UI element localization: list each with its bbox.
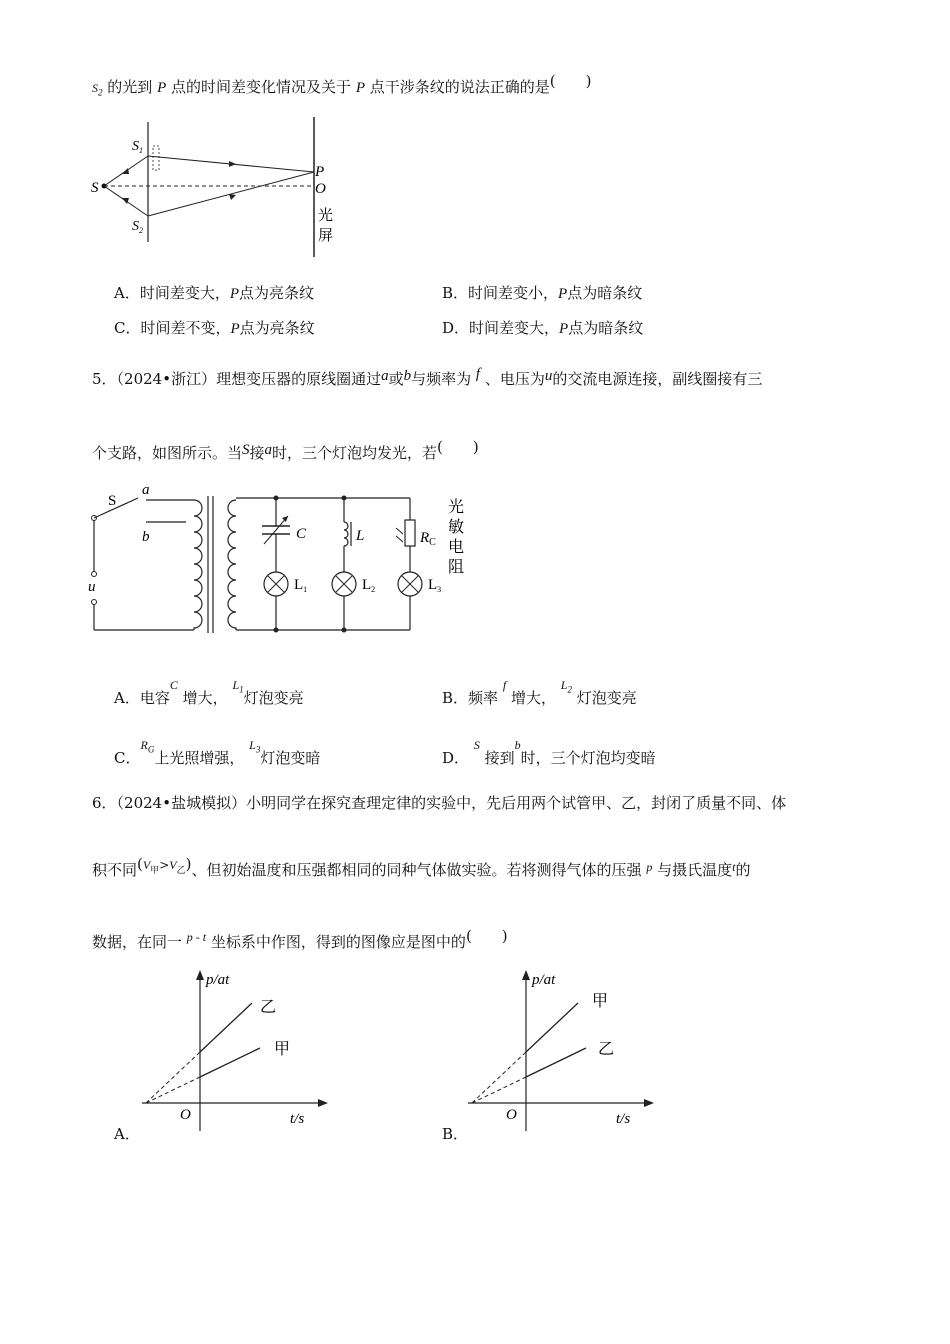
origin-label: O (180, 1107, 191, 1123)
transformer-circuit-figure (86, 478, 476, 638)
extrapolation-upper (146, 1052, 200, 1103)
inductor (344, 522, 348, 546)
label-screen-2: 屏 (318, 228, 334, 244)
q6-graph-a-key[interactable]: A． (114, 1125, 140, 1143)
label-p: P (315, 164, 325, 180)
label-photo-3: 电 (448, 539, 465, 556)
arrow (229, 161, 236, 167)
q6-stem-line1: 6．（2024•盐城模拟）小明同学在探究查理定律的实验中，先后用两个试管甲、乙，封闭了质量不同、体 (92, 794, 787, 812)
light-arrow (396, 536, 403, 542)
var-s2: $S_2$ (92, 81, 103, 98)
y-label: p/at (206, 972, 230, 988)
x-label: t/s (616, 1111, 631, 1127)
label-l1: $L_1$ (294, 577, 308, 594)
label-a: a (142, 482, 150, 498)
arrow (122, 168, 129, 174)
q4-option-c[interactable]: C．时间差不变，P点为亮条纹 (114, 319, 315, 337)
q4-option-a[interactable]: A．时间差变大，P点为亮条纹 (114, 284, 315, 302)
extrapolation-lower (472, 1077, 526, 1103)
line-upper (526, 1003, 578, 1052)
q5-option-d[interactable]: D． $^S$ 接到$^b$时，三个灯泡均变暗 (442, 738, 656, 767)
ray-s2-p (148, 172, 314, 216)
slit-cover (153, 146, 159, 170)
terminal-u-bottom (92, 600, 97, 605)
q4-stem: $S_2$ 的光到 P 点的时间差变化情况及关于 P 点干涉条纹的说法正确的是( ) (92, 72, 592, 98)
primary-coil (194, 500, 202, 630)
q5-stem-line1: 5．（2024•浙江）理想变压器的原线圈通过a或b与频率为 f 、电压为u的交流电源连接，副线圈接有三 (92, 366, 763, 388)
label-photo-2: 敏 (448, 519, 465, 536)
volume-condition: $(V_甲>V_乙)$ (137, 855, 192, 876)
q6-graph-b (466, 966, 656, 1136)
y-axis-arrow (522, 970, 530, 980)
label-s2: $S_2$ (132, 219, 143, 235)
y-label: p/at (532, 972, 556, 988)
extrapolation-lower (146, 1077, 200, 1103)
q6-stem-line3: 数据，在同一 $^{p - t}$ 坐标系中作图，得到的图像应是图中的( ) (92, 927, 508, 951)
line-upper (200, 1003, 252, 1052)
label-o: O (315, 181, 326, 197)
q4-option-d[interactable]: D．时间差变大，P点为暗条纹 (442, 319, 644, 337)
label-l2: $L_2$ (362, 577, 376, 594)
label-lower: 乙 (598, 1041, 615, 1058)
y-axis-arrow (196, 970, 204, 980)
photoresistor (405, 520, 415, 546)
q6-stem-line2: 积不同$(V_甲>V_乙)$、但初始温度和压强都相同的同种气体做实验。若将测得气体的压强 $^p$ 与摄氏温度$^t$的 (92, 855, 751, 879)
arrow (122, 198, 129, 204)
q6-graph-a (140, 966, 330, 1136)
label-lower: 甲 (274, 1041, 291, 1058)
label-screen-1: 光 (318, 208, 334, 224)
terminal-u-top (92, 572, 97, 577)
label-switch-s: S (108, 493, 117, 509)
label-l3: $L_3$ (428, 577, 442, 594)
label-u: u (88, 579, 96, 595)
light-arrow (396, 528, 403, 534)
q4-option-b[interactable]: B．时间差变小，P点为暗条纹 (442, 284, 643, 302)
label-s1: $S_1$ (132, 139, 143, 155)
label-l: L (356, 528, 365, 544)
label-b: b (142, 529, 150, 545)
q5-option-a[interactable]: A．电容$^C$ 增大， $^{L_1}$灯泡变亮 (114, 678, 304, 707)
q6-graph-b-key[interactable]: B． (442, 1125, 469, 1143)
label-photo-1: 光 (448, 499, 465, 516)
line-lower (200, 1048, 260, 1077)
origin-label: O (506, 1107, 517, 1123)
arrow (229, 194, 236, 200)
capacitor-arrowhead (282, 516, 288, 522)
label-upper: 乙 (260, 999, 277, 1016)
q5-option-b[interactable]: B．频率 $^f$ 增大， $^{L_2}$ 灯泡变亮 (442, 678, 637, 707)
label-c: C (296, 526, 307, 542)
secondary-coil (228, 500, 236, 630)
label-upper: 甲 (592, 993, 609, 1010)
x-label: t/s (290, 1111, 305, 1127)
x-axis-arrow (318, 1099, 328, 1107)
extrapolation-upper (472, 1052, 526, 1103)
label-s: S (91, 180, 99, 196)
double-slit-figure (86, 112, 356, 262)
q5-option-c[interactable]: C．$^{R_G}$上光照增强， $^{L_3}$灯泡变暗 (114, 738, 321, 767)
x-axis-arrow (644, 1099, 654, 1107)
label-rc: $R_C$ (420, 530, 436, 548)
line-lower (526, 1048, 586, 1077)
q5-stem-line2: 个支路，如图所示。当S接a时，三个灯泡均发光，若( ) (92, 438, 479, 462)
label-photo-4: 阻 (448, 559, 465, 576)
